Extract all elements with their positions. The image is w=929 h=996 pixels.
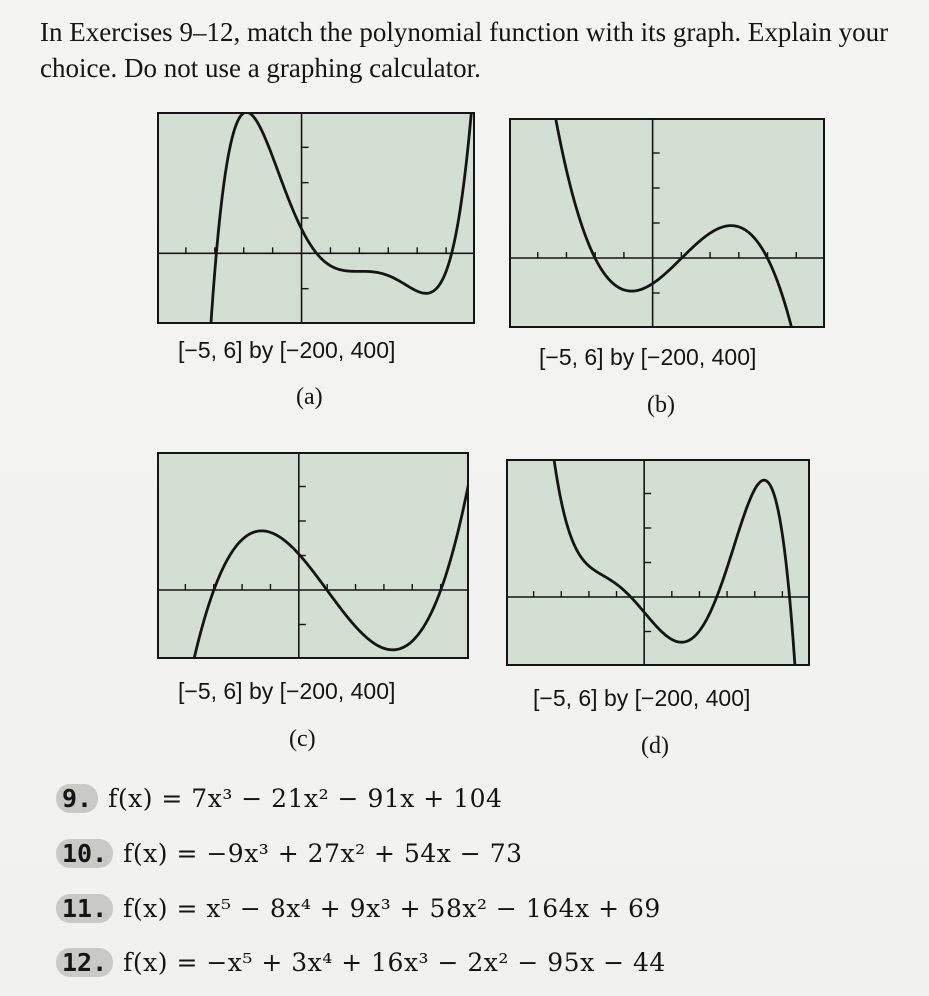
graph-d-window: [−5, 6] by [−200, 400] <box>533 685 751 711</box>
exercise-10 <box>56 839 523 868</box>
exercise-number: 12. <box>56 948 113 977</box>
exercise-9 <box>56 784 502 813</box>
exercise-formula: f(x) = −9x³ + 27x² + 54x − 73 <box>123 839 523 868</box>
exercise-formula: f(x) = −x⁵ + 3x⁴ + 16x³ − 2x² − 95x − 44 <box>123 948 666 977</box>
graph-b <box>509 118 825 328</box>
exercise-number: 11. <box>56 894 113 923</box>
graph-a-label: (a) <box>296 384 323 410</box>
graph-b-label: (b) <box>647 392 675 418</box>
screen-frame <box>510 119 824 327</box>
graph-b-window: [−5, 6] by [−200, 400] <box>539 344 757 370</box>
graph-d <box>506 459 810 666</box>
graph-c-window: [−5, 6] by [−200, 400] <box>178 678 396 704</box>
exercise-formula: f(x) = x⁵ − 8x⁴ + 9x³ + 58x² − 164x + 69 <box>123 894 661 923</box>
screen-frame <box>507 460 809 665</box>
exercise-12 <box>56 948 666 977</box>
screen-frame <box>158 113 474 323</box>
graph-c-label: (c) <box>289 726 316 752</box>
exercise-number: 9. <box>56 784 98 813</box>
graph-d-label: (d) <box>641 733 669 759</box>
exercise-formula: f(x) = 7x³ − 21x² − 91x + 104 <box>108 784 503 813</box>
graph-a-window: [−5, 6] by [−200, 400] <box>178 337 396 363</box>
graph-a <box>157 112 475 324</box>
exercise-11 <box>56 894 661 923</box>
exercise-instructions: In Exercises 9–12, match the polynomial function with its graph. Explain your choice. Do not use a graphing calculator. <box>40 17 889 83</box>
graph-c <box>157 452 469 659</box>
exercise-number: 10. <box>56 839 113 868</box>
screen-frame <box>158 453 468 658</box>
